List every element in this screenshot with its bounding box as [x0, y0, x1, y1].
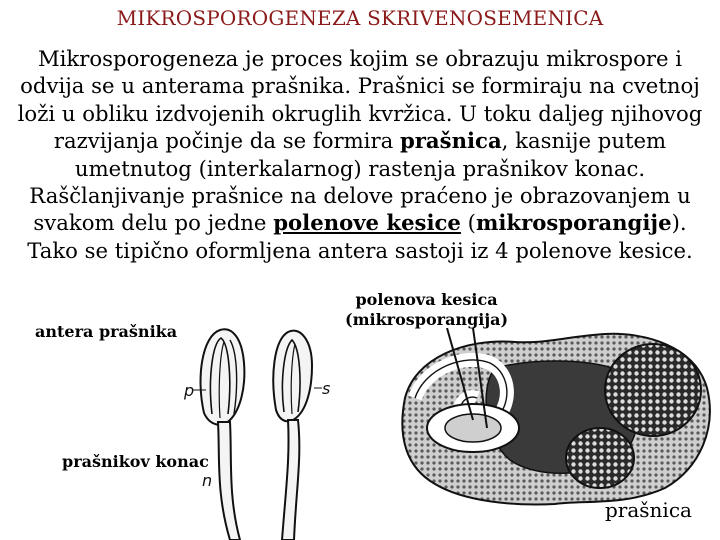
- para-text-2: , kasnije putem umetnutog (interkalarnog) rastenja prašnikov konac. Raščlanjivanje prašnice na delove praćeno je obrazovanjem u svakom delu po jedne: [29, 128, 691, 236]
- label-kesica-line2: (mikrosporangija): [345, 310, 509, 329]
- fig-label-n: n: [202, 471, 213, 490]
- page-title: MIKROSPOROGENEZA SKRIVENOSEMENICA: [116, 6, 604, 30]
- para-text-1: Mikrosporogeneza je proces kojim se obrazuju mikrospore i odvija se u anterama prašnika. Prašnici se formiraju na cvetnoj loži u obliku izdvojenih okruglih kvržica. U toku daljeg njihovog razvijanja počinje da se formira: [17, 46, 703, 154]
- label-kesica-line1: polenova kesica: [355, 290, 498, 309]
- para-text-3: (: [460, 210, 476, 236]
- body-paragraph: [6, 45, 714, 264]
- fig-label-p: p: [184, 381, 195, 400]
- label-konac: prašnikov konac: [62, 452, 209, 471]
- stamen-illustration: [180, 318, 350, 540]
- para-text-4: ). Tako se tipično oformljena antera sastoji iz 4 polenove kesice.: [27, 210, 693, 263]
- term-polenove-kesice: [273, 210, 461, 235]
- term-prasnica: prašnica: [399, 128, 502, 154]
- fig-label-s: s: [322, 379, 331, 398]
- label-polenova-kesica: [345, 290, 508, 330]
- anther-cross-section-illustration: [395, 328, 720, 506]
- label-antera: antera prašnika: [35, 322, 178, 341]
- term-polenove-kesice-text: polenove kesice: [273, 210, 461, 236]
- label-prasnica: prašnica: [605, 498, 692, 522]
- term-mikrosporangije: mikrosporangije: [475, 210, 672, 236]
